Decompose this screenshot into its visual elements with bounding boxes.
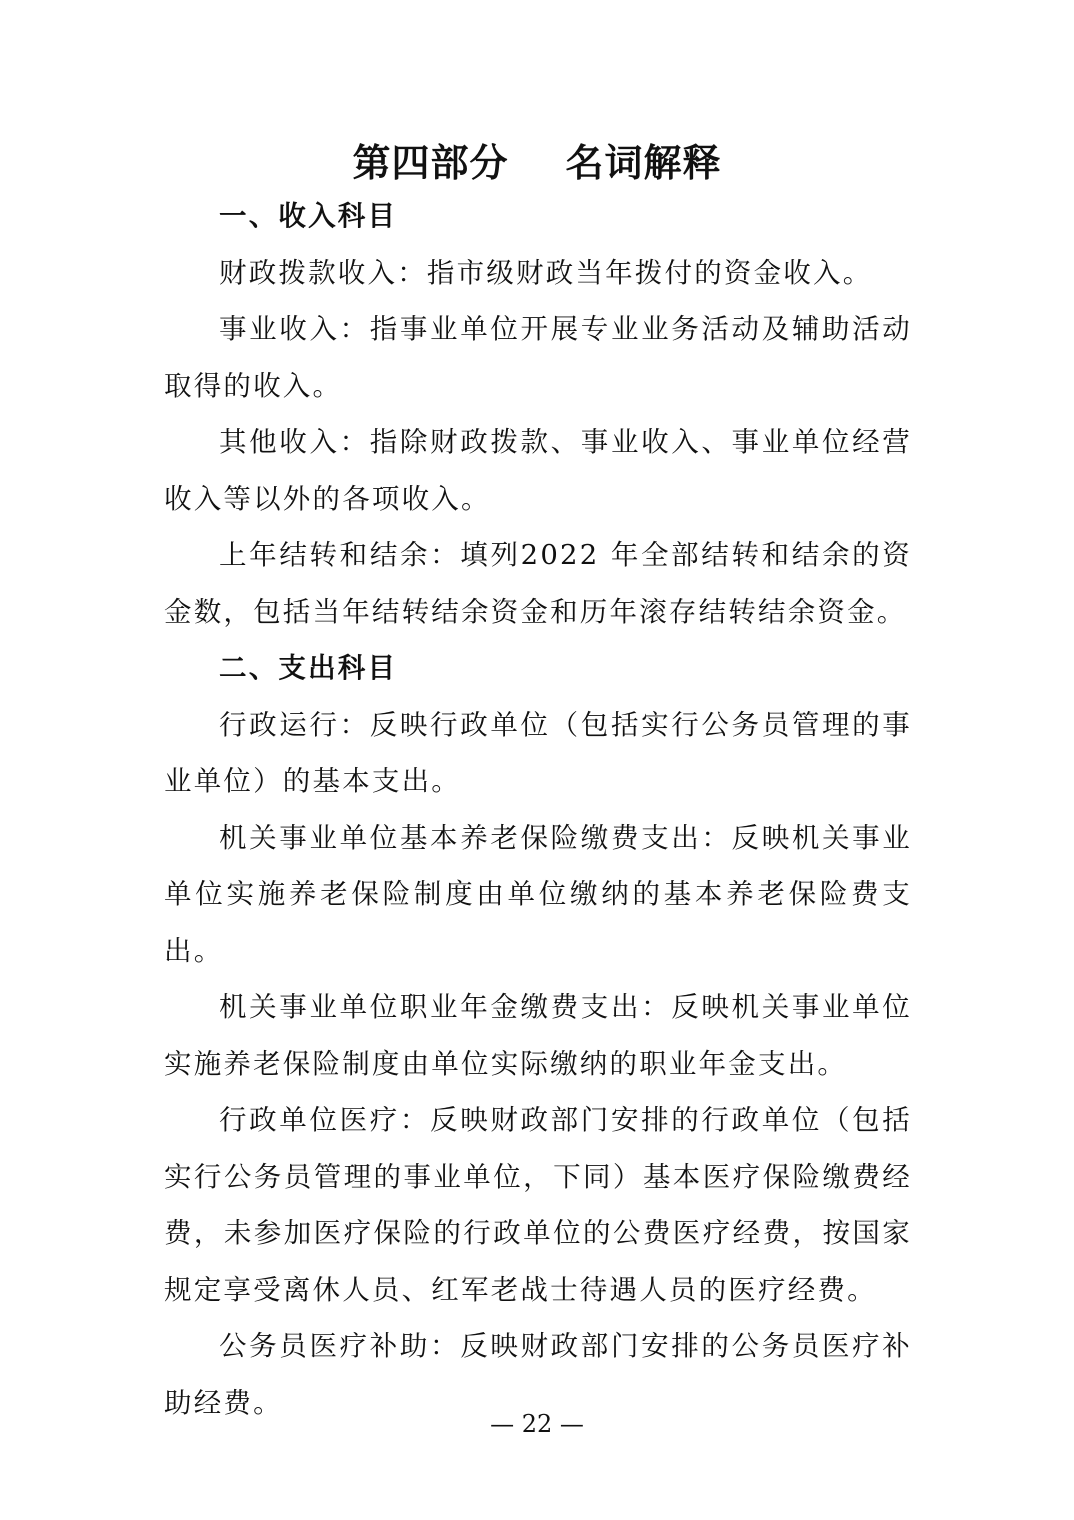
page-number: — 22 — xyxy=(490,1410,584,1438)
section-heading-income: 一、收入科目 xyxy=(219,200,398,232)
paragraph-administrative-operation: 行政运行：反映行政单位（包括实行公务员管理的事业单位）的基本支出。 xyxy=(164,708,912,797)
paragraph-basic-pension-payment: 机关事业单位基本养老保险缴费支出：反映机关事业单位实施养老保险制度由单位缴纳的基本养老保险费支出。 xyxy=(164,821,912,967)
page-title: 第四部分 名词解释 xyxy=(352,141,722,185)
paragraph-civil-servant-medical-subsidy: 公务员医疗补助：反映财政部门安排的公务员医疗补助经费。 xyxy=(164,1330,912,1419)
document-body xyxy=(164,188,912,1431)
paragraph-other-income: 其他收入：指除财政拨款、事业收入、事业单位经营收入等以外的各项收入。 xyxy=(164,426,912,515)
paragraph-fiscal-appropriation-income: 财政拨款收入：指市级财政当年拨付的资金收入。 xyxy=(219,256,873,289)
paragraph-business-income: 事业收入：指事业单位开展专业业务活动及辅助活动取得的收入。 xyxy=(164,313,912,402)
paragraph-carryover-balance: 上年结转和结余：填列2022 年全部结转和结余的资金数，包括当年结转结余资金和历年滚存结转结余资金。 xyxy=(164,539,912,628)
section-heading-expenditure: 二、支出科目 xyxy=(219,652,398,684)
paragraph-administrative-medical: 行政单位医疗：反映财政部门安排的行政单位（包括实行公务员管理的事业单位，下同）基本医疗保险缴费经费，未参加医疗保险的行政单位的公费医疗经费，按国家规定享受离休人员、红军老战士待遇人员的医疗经费。 xyxy=(164,1104,912,1306)
paragraph-occupational-annuity-payment: 机关事业单位职业年金缴费支出：反映机关事业单位实施养老保险制度由单位实际缴纳的职业年金支出。 xyxy=(164,991,912,1080)
